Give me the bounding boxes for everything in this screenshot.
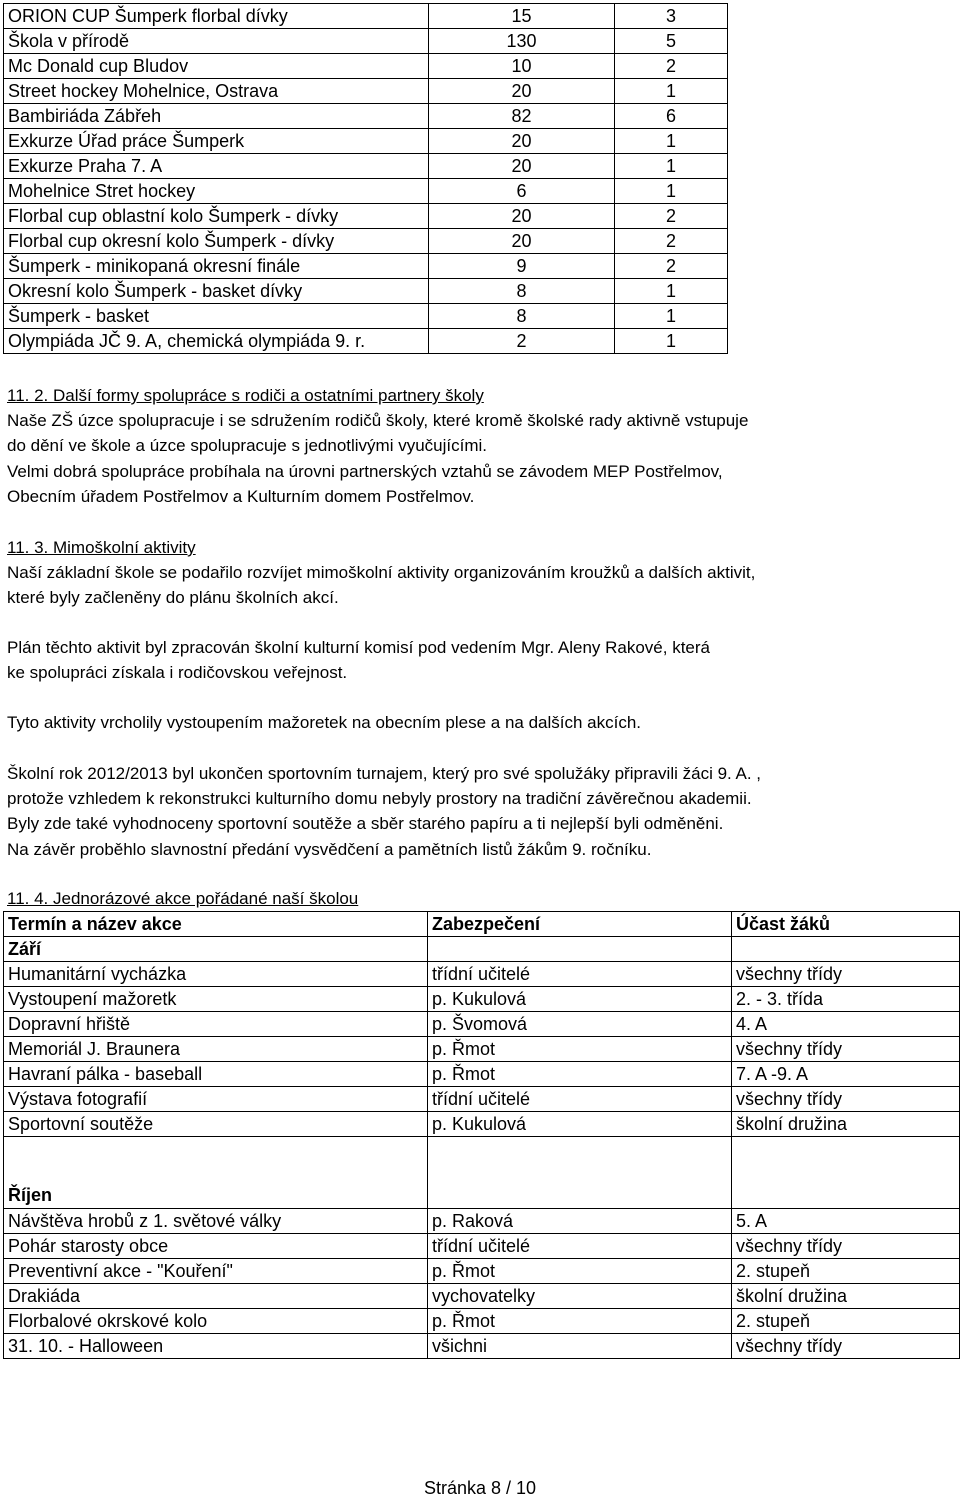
header-event: Termín a název akce xyxy=(4,912,428,937)
empty-cell xyxy=(428,1182,732,1209)
event-responsible: třídní učitelé xyxy=(428,1234,732,1259)
section-11-3-para4 xyxy=(7,761,952,862)
event-responsible: p. Řmot xyxy=(428,1062,732,1087)
competition-count: 8 xyxy=(429,279,615,304)
competition-name: Exkurze Praha 7. A xyxy=(4,154,429,179)
section-11-3-para3 xyxy=(7,710,952,735)
competition-place: 1 xyxy=(615,329,728,354)
competition-row xyxy=(4,154,728,179)
empty-cell xyxy=(732,937,960,962)
competition-name: Bambiriáda Zábřeh xyxy=(4,104,429,129)
competition-place: 1 xyxy=(615,279,728,304)
event-row xyxy=(4,1062,960,1087)
event-row xyxy=(4,1259,960,1284)
empty-cell xyxy=(732,1137,960,1183)
event-name: Memoriál J. Braunera xyxy=(4,1037,428,1062)
competition-place: 1 xyxy=(615,179,728,204)
section-11-3-line: Naší základní škole se podařilo rozvíjet mimoškolní aktivity organizováním kroužků a dalších aktivit, xyxy=(7,563,756,583)
competition-row xyxy=(4,329,728,354)
event-participants: 5. A xyxy=(732,1209,960,1234)
competition-place: 3 xyxy=(615,4,728,29)
competition-row xyxy=(4,179,728,204)
event-name: Vystoupení mažoretk xyxy=(4,987,428,1012)
page-number: Stránka 8 / 10 xyxy=(423,1478,537,1498)
section-11-2-line: do dění ve škole a úzce spolupracuje s jednotlivými vyučujícími. xyxy=(7,436,488,456)
event-row xyxy=(4,1182,960,1209)
competition-place: 1 xyxy=(615,304,728,329)
section-11-2-line: Naše ZŠ úzce spolupracuje i se sdružením rodičů školy, které kromě školské rady aktivně vstupuje xyxy=(7,411,749,431)
header-participants: Účast žáků xyxy=(732,912,960,937)
event-responsible: vychovatelky xyxy=(428,1284,732,1309)
competition-count: 10 xyxy=(429,54,615,79)
competition-row xyxy=(4,129,728,154)
event-name: Humanitární vycházka xyxy=(4,962,428,987)
competition-name: Šumperk - basket xyxy=(4,304,429,329)
competition-row xyxy=(4,304,728,329)
competition-place: 6 xyxy=(615,104,728,129)
competition-place: 5 xyxy=(615,29,728,54)
competition-name: Florbal cup okresní kolo Šumperk - dívky xyxy=(4,229,429,254)
event-participants: školní družina xyxy=(732,1284,960,1309)
event-row xyxy=(4,1234,960,1259)
competition-count: 130 xyxy=(429,29,615,54)
competition-count: 20 xyxy=(429,79,615,104)
event-responsible: všichni xyxy=(428,1334,732,1359)
competition-place: 1 xyxy=(615,79,728,104)
competition-place: 2 xyxy=(615,254,728,279)
event-responsible: třídní učitelé xyxy=(428,962,732,987)
competition-count: 15 xyxy=(429,4,615,29)
section-11-2-heading: 11. 2. Další formy spolupráce s rodiči a ostatními partnery školy xyxy=(7,386,484,405)
event-name: Návštěva hrobů z 1. světové války xyxy=(4,1209,428,1234)
section-11-3 xyxy=(7,535,952,611)
event-participants: všechny třídy xyxy=(732,1234,960,1259)
event-name: Sportovní soutěže xyxy=(4,1112,428,1137)
event-name: Preventivní akce - "Kouření" xyxy=(4,1259,428,1284)
event-participants: všechny třídy xyxy=(732,1087,960,1112)
month-label: Září xyxy=(4,937,428,962)
section-11-2-line: Obecním úřadem Postřelmov a Kulturním domem Postřelmov. xyxy=(7,486,475,506)
competition-row xyxy=(4,229,728,254)
competition-count: 20 xyxy=(429,229,615,254)
event-name: Florbalové okrskové kolo xyxy=(4,1309,428,1334)
event-name: 31. 10. - Halloween xyxy=(4,1334,428,1359)
event-name: Výstava fotografií xyxy=(4,1087,428,1112)
event-participants: všechny třídy xyxy=(732,1334,960,1359)
competition-row xyxy=(4,104,728,129)
competition-row xyxy=(4,29,728,54)
competition-name: Street hockey Mohelnice, Ostrava xyxy=(4,79,429,104)
event-participants: 7. A -9. A xyxy=(732,1062,960,1087)
section-11-3-line: Plán těchto aktivit byl zpracován školní kulturní komisí pod vedením Mgr. Aleny Rakové, která xyxy=(7,638,711,657)
section-11-2-line: Velmi dobrá spolupráce probíhala na úrovni partnerských vztahů se závodem MEP Postřelmov, xyxy=(7,461,723,481)
competition-count: 2 xyxy=(429,329,615,354)
event-responsible: p. Řmot xyxy=(428,1309,732,1334)
competitions-table xyxy=(3,3,728,354)
section-11-3-line: ke spolupráci získala i rodičovskou veřejnost. xyxy=(7,663,348,683)
competition-count: 20 xyxy=(429,154,615,179)
event-responsible: p. Švomová xyxy=(428,1012,732,1037)
event-row xyxy=(4,937,960,962)
event-participants: 4. A xyxy=(732,1012,960,1037)
event-name: Drakiáda xyxy=(4,1284,428,1309)
event-responsible: p. Kukulová xyxy=(428,1112,732,1137)
competition-name: Exkurze Úřad práce Šumperk xyxy=(4,129,429,154)
competition-count: 20 xyxy=(429,204,615,229)
month-label: Říjen xyxy=(4,1182,428,1209)
event-row xyxy=(4,1309,960,1334)
event-responsible: p. Kukulová xyxy=(428,987,732,1012)
competition-place: 2 xyxy=(615,229,728,254)
competition-row xyxy=(4,79,728,104)
competition-count: 6 xyxy=(429,179,615,204)
competition-place: 1 xyxy=(615,129,728,154)
competition-name: Mohelnice Stret hockey xyxy=(4,179,429,204)
section-11-3-line: Byly zde také vyhodnoceny sportovní soutěže a sběr starého papíru a ti nejlepší byli odměněni. xyxy=(7,814,724,834)
event-participants: 2. - 3. třída xyxy=(732,987,960,1012)
competition-count: 82 xyxy=(429,104,615,129)
competition-name: Florbal cup oblastní kolo Šumperk - dívky xyxy=(4,204,429,229)
competitions-table-body xyxy=(4,4,728,354)
event-row xyxy=(4,962,960,987)
section-11-4 xyxy=(7,886,952,911)
competition-row xyxy=(4,254,728,279)
section-11-2 xyxy=(7,383,952,509)
empty-cell xyxy=(428,937,732,962)
event-responsible: třídní učitelé xyxy=(428,1087,732,1112)
event-participants: všechny třídy xyxy=(732,962,960,987)
event-responsible: p. Raková xyxy=(428,1209,732,1234)
competition-count: 20 xyxy=(429,129,615,154)
empty-cell xyxy=(732,1182,960,1209)
competition-count: 8 xyxy=(429,304,615,329)
event-participants: 2. stupeň xyxy=(732,1309,960,1334)
competition-row xyxy=(4,204,728,229)
event-row xyxy=(4,1112,960,1137)
competition-row xyxy=(4,4,728,29)
competition-row xyxy=(4,279,728,304)
section-11-3-para2 xyxy=(7,635,952,685)
events-table xyxy=(3,911,960,1359)
event-row xyxy=(4,1284,960,1309)
event-participants: všechny třídy xyxy=(732,1037,960,1062)
competition-place: 2 xyxy=(615,204,728,229)
empty-cell xyxy=(4,1137,428,1183)
competition-name: Šumperk - minikopaná okresní finále xyxy=(4,254,429,279)
competition-row xyxy=(4,54,728,79)
event-name: Pohár starosty obce xyxy=(4,1234,428,1259)
event-participants: 2. stupeň xyxy=(732,1259,960,1284)
competition-place: 2 xyxy=(615,54,728,79)
event-row xyxy=(4,1137,960,1183)
event-participants: školní družina xyxy=(732,1112,960,1137)
competition-count: 9 xyxy=(429,254,615,279)
event-row xyxy=(4,1012,960,1037)
competition-name: Okresní kolo Šumperk - basket dívky xyxy=(4,279,429,304)
header-responsible: Zabezpečení xyxy=(428,912,732,937)
event-responsible: p. Řmot xyxy=(428,1037,732,1062)
competition-name: ORION CUP Šumperk florbal dívky xyxy=(4,4,429,29)
event-responsible: p. Řmot xyxy=(428,1259,732,1284)
event-row xyxy=(4,1037,960,1062)
competition-place: 1 xyxy=(615,154,728,179)
section-11-3-line: které byly začleněny do plánu školních akcí. xyxy=(7,588,339,608)
event-row xyxy=(4,912,960,937)
competition-name: Škola v přírodě xyxy=(4,29,429,54)
event-name: Dopravní hřiště xyxy=(4,1012,428,1037)
competition-name: Olympiáda JČ 9. A, chemická olympiáda 9. r. xyxy=(4,329,429,354)
event-row xyxy=(4,987,960,1012)
section-11-3-line: Školní rok 2012/2013 byl ukončen sportovním turnajem, který pro své spolužáky připravili žáci 9. A. , xyxy=(7,764,762,783)
event-row xyxy=(4,1087,960,1112)
competition-name: Mc Donald cup Bludov xyxy=(4,54,429,79)
section-11-3-line: Na závěr proběhlo slavnostní předání vysvědčení a pamětních listů žákům 9. ročníku. xyxy=(7,839,652,859)
event-name: Havraní pálka - baseball xyxy=(4,1062,428,1087)
section-11-4-heading: 11. 4. Jednorázové akce pořádané naší školou xyxy=(7,889,359,908)
event-row xyxy=(4,1334,960,1359)
event-row xyxy=(4,1209,960,1234)
events-table-body xyxy=(4,912,960,1359)
section-11-3-line: protože vzhledem k rekonstrukci kulturního domu nebyly prostory na tradiční závěrečnou akademii. xyxy=(7,789,752,809)
section-11-3-heading: 11. 3. Mimoškolní aktivity xyxy=(7,538,196,557)
empty-cell xyxy=(428,1137,732,1183)
section-11-3-line: Tyto aktivity vrcholily vystoupením mažoretek na obecním plese a na dalších akcích. xyxy=(7,713,642,732)
